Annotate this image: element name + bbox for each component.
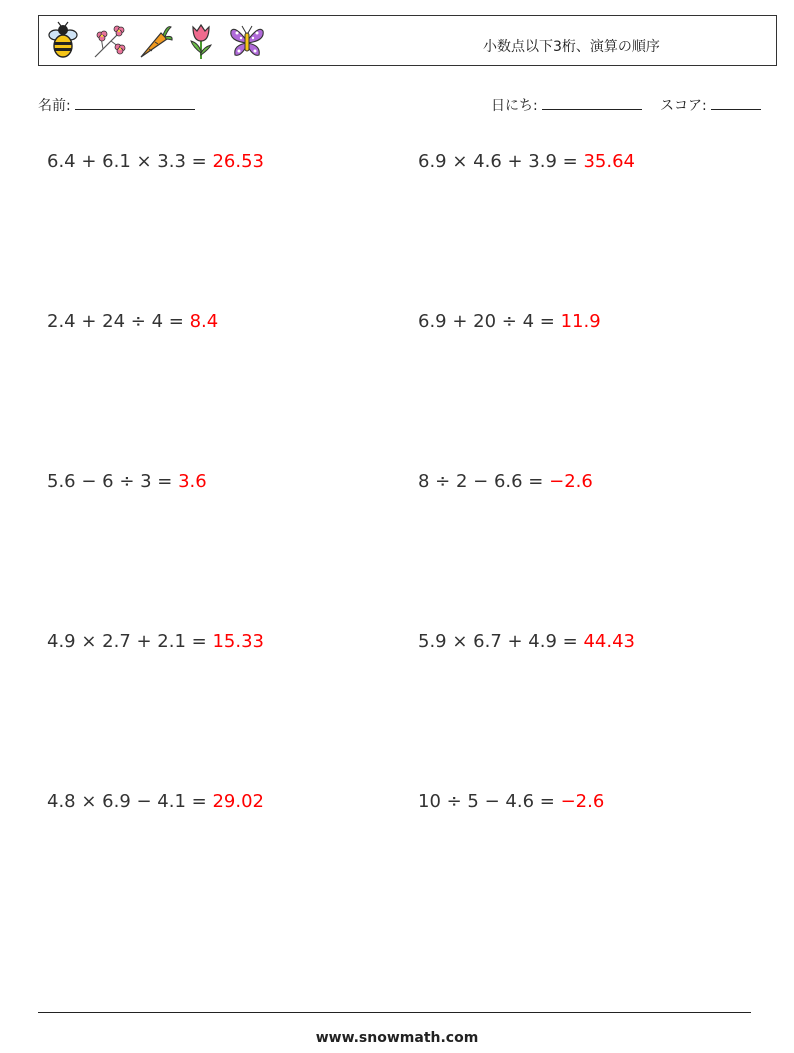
problem-answer: −2.6 — [549, 471, 593, 492]
problem-question: 2.4 + 24 ÷ 4 = — [47, 311, 190, 332]
problem-question: 6.4 + 6.1 × 3.3 = — [47, 151, 213, 172]
problem-3 — [47, 311, 218, 332]
bee-icon — [45, 21, 81, 61]
header-icons — [45, 21, 275, 61]
problem-answer: 11.9 — [560, 311, 601, 332]
date-field — [491, 95, 642, 115]
problem-answer: 3.6 — [178, 471, 207, 492]
problem-question: 6.9 × 4.6 + 3.9 = — [418, 151, 584, 172]
footer-url[interactable]: www.snowmath.com — [315, 1030, 479, 1046]
worksheet-header — [38, 15, 777, 66]
name-label: 名前: — [38, 98, 71, 114]
problem-4 — [418, 311, 601, 332]
flowers-icon — [91, 21, 127, 61]
problem-question: 5.6 − 6 ÷ 3 = — [47, 471, 179, 492]
score-label: スコア: — [660, 98, 707, 114]
score-blank[interactable] — [711, 95, 761, 110]
name-field — [38, 95, 195, 115]
problem-question: 8 ÷ 2 − 6.6 = — [418, 471, 550, 492]
score-field — [660, 95, 761, 115]
problem-question: 4.9 × 2.7 + 2.1 = — [47, 631, 213, 652]
date-label: 日にち: — [491, 98, 538, 114]
problem-question: 5.9 × 6.7 + 4.9 = — [418, 631, 584, 652]
problem-7 — [47, 631, 264, 652]
problem-1 — [47, 151, 264, 172]
problem-answer: 15.33 — [212, 631, 264, 652]
name-blank[interactable] — [75, 95, 195, 110]
problem-8 — [418, 631, 635, 652]
problem-answer: 8.4 — [189, 311, 219, 332]
problem-question: 4.8 × 6.9 − 4.1 = — [47, 791, 213, 812]
problem-answer: 29.02 — [212, 791, 264, 812]
problem-question: 10 ÷ 5 − 4.6 = — [418, 791, 561, 812]
problem-9 — [47, 791, 264, 812]
problem-answer: 26.53 — [212, 151, 264, 172]
problem-answer: −2.6 — [560, 791, 605, 812]
problem-10 — [418, 791, 604, 812]
problem-question: 6.9 + 20 ÷ 4 = — [418, 311, 561, 332]
tulip-icon — [183, 21, 219, 61]
problem-5 — [47, 471, 207, 492]
problem-6 — [418, 471, 593, 492]
problem-answer: 35.64 — [583, 151, 635, 172]
worksheet-title: 小数点以下3桁、演算の順序 — [483, 39, 660, 55]
footer-divider — [38, 1012, 751, 1013]
date-blank[interactable] — [542, 95, 642, 110]
problem-2 — [418, 151, 635, 172]
carrot-icon — [137, 21, 173, 61]
problem-answer: 44.43 — [583, 631, 635, 652]
butterfly-icon — [229, 21, 265, 61]
